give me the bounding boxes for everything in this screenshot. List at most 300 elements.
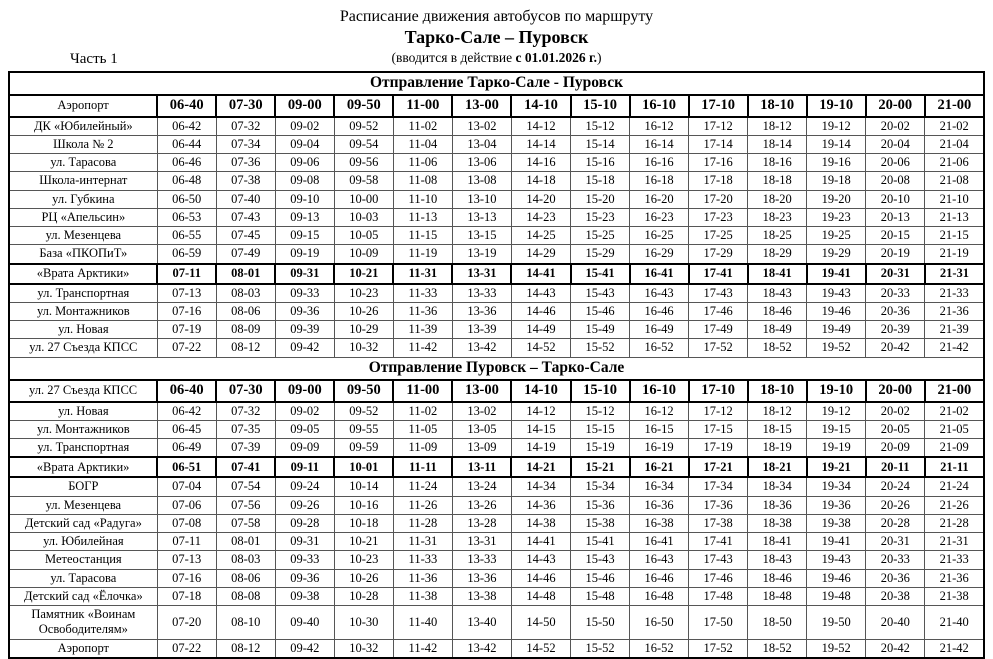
time-cell: 20-40 [866, 606, 925, 640]
time-cell: 21-31 [925, 264, 984, 284]
table-row [9, 551, 984, 569]
time-cell: 13-06 [452, 154, 511, 172]
time-cell: 08-08 [216, 587, 275, 605]
time-cell: 17-19 [689, 439, 748, 458]
time-cell: 17-14 [689, 135, 748, 153]
time-cell: 19-46 [807, 569, 866, 587]
route-title: Тарко-Сале – Пуровск [404, 27, 589, 48]
time-cell: 14-34 [511, 477, 570, 496]
time-cell: 17-23 [689, 208, 748, 226]
time-cell: 11-11 [393, 457, 452, 477]
time-cell: 14-50 [511, 606, 570, 640]
stop-name-cell: ДК «Юбилейный» [9, 117, 157, 136]
time-cell: 10-23 [334, 551, 393, 569]
time-cell: 11-42 [393, 639, 452, 658]
time-cell: 07-36 [216, 154, 275, 172]
time-cell: 09-02 [275, 402, 334, 421]
time-cell: 09-00 [275, 380, 334, 402]
time-cell: 15-50 [571, 606, 630, 640]
effective-suffix: ) [596, 49, 602, 65]
time-cell: 17-46 [689, 569, 748, 587]
time-cell: 21-00 [925, 95, 984, 117]
time-cell: 07-16 [157, 569, 216, 587]
table-row [9, 533, 984, 551]
time-cell: 09-33 [275, 551, 334, 569]
time-cell: 09-05 [275, 420, 334, 438]
time-cell: 15-14 [571, 135, 630, 153]
time-cell: 15-29 [571, 245, 630, 264]
time-cell: 19-12 [807, 402, 866, 421]
time-cell: 07-32 [216, 402, 275, 421]
time-cell: 07-11 [157, 533, 216, 551]
time-cell: 19-21 [807, 457, 866, 477]
time-cell: 15-36 [571, 496, 630, 514]
time-cell: 15-10 [571, 380, 630, 402]
time-cell: 19-25 [807, 227, 866, 245]
time-cell: 19-43 [807, 551, 866, 569]
time-cell: 06-53 [157, 208, 216, 226]
time-cell: 10-26 [334, 569, 393, 587]
time-cell: 21-04 [925, 135, 984, 153]
table-row [9, 420, 984, 438]
time-cell: 11-24 [393, 477, 452, 496]
time-cell: 18-16 [748, 154, 807, 172]
effective-date-note [392, 50, 602, 65]
time-cell: 15-43 [571, 551, 630, 569]
time-cell: 21-38 [925, 587, 984, 605]
time-cell: 14-52 [511, 639, 570, 658]
time-cell: 21-36 [925, 569, 984, 587]
effective-prefix: (вводится в действие [391, 49, 516, 65]
time-cell: 10-09 [334, 245, 393, 264]
time-cell: 08-06 [216, 302, 275, 320]
time-cell: 17-43 [689, 551, 748, 569]
time-cell: 21-08 [925, 172, 984, 190]
stop-name-cell: Детский сад «Ёлочка» [9, 587, 157, 605]
time-cell: 20-13 [866, 208, 925, 226]
time-cell: 15-52 [571, 339, 630, 357]
time-cell: 16-52 [630, 339, 689, 357]
time-cell: 09-54 [334, 135, 393, 153]
time-cell: 11-31 [393, 533, 452, 551]
time-cell: 11-31 [393, 264, 452, 284]
time-cell: 10-26 [334, 302, 393, 320]
time-cell: 21-09 [925, 439, 984, 458]
time-cell: 18-52 [748, 339, 807, 357]
table-row [9, 457, 984, 477]
time-cell: 11-15 [393, 227, 452, 245]
time-cell: 10-28 [334, 587, 393, 605]
part-label: Часть 1 [70, 50, 118, 67]
time-cell: 18-19 [748, 439, 807, 458]
time-cell: 13-11 [452, 457, 511, 477]
time-cell: 13-15 [452, 227, 511, 245]
time-cell: 16-14 [630, 135, 689, 153]
time-cell: 15-12 [571, 402, 630, 421]
time-cell: 13-31 [452, 264, 511, 284]
time-cell: 16-43 [630, 284, 689, 303]
time-cell: 20-09 [866, 439, 925, 458]
table-row [9, 606, 984, 640]
stop-name-cell: ул. Монтажников [9, 420, 157, 438]
time-cell: 08-03 [216, 551, 275, 569]
table-row [9, 208, 984, 226]
time-cell: 20-26 [866, 496, 925, 514]
time-cell: 09-50 [334, 380, 393, 402]
time-cell: 07-58 [216, 514, 275, 532]
time-cell: 09-31 [275, 533, 334, 551]
time-cell: 15-52 [571, 639, 630, 658]
time-cell: 16-15 [630, 420, 689, 438]
time-cell: 14-41 [511, 264, 570, 284]
time-cell: 07-34 [216, 135, 275, 153]
time-cell: 18-38 [748, 514, 807, 532]
time-cell: 15-20 [571, 190, 630, 208]
time-cell: 06-48 [157, 172, 216, 190]
time-cell: 07-45 [216, 227, 275, 245]
time-cell: 11-08 [393, 172, 452, 190]
time-cell: 16-10 [630, 380, 689, 402]
time-cell: 18-18 [748, 172, 807, 190]
time-cell: 20-42 [866, 339, 925, 357]
time-cell: 15-10 [571, 95, 630, 117]
time-cell: 14-15 [511, 420, 570, 438]
time-cell: 11-33 [393, 284, 452, 303]
time-cell: 19-52 [807, 339, 866, 357]
time-cell: 21-02 [925, 117, 984, 136]
table-row [9, 439, 984, 458]
time-cell: 14-21 [511, 457, 570, 477]
time-cell: 17-18 [689, 172, 748, 190]
time-cell: 10-03 [334, 208, 393, 226]
time-cell: 17-41 [689, 533, 748, 551]
time-cell: 16-23 [630, 208, 689, 226]
time-cell: 14-41 [511, 533, 570, 551]
table-row [9, 135, 984, 153]
time-cell: 15-16 [571, 154, 630, 172]
time-cell: 07-20 [157, 606, 216, 640]
table-row [9, 639, 984, 658]
time-cell: 13-09 [452, 439, 511, 458]
time-cell: 13-26 [452, 496, 511, 514]
time-cell: 15-49 [571, 321, 630, 339]
time-cell: 06-42 [157, 117, 216, 136]
time-cell: 08-09 [216, 321, 275, 339]
time-cell: 13-04 [452, 135, 511, 153]
time-cell: 20-33 [866, 284, 925, 303]
time-cell: 09-50 [334, 95, 393, 117]
time-cell: 13-02 [452, 117, 511, 136]
table-row [9, 284, 984, 303]
stop-name-cell: ул. Юбилейная [9, 533, 157, 551]
time-cell: 18-48 [748, 587, 807, 605]
time-cell: 13-36 [452, 302, 511, 320]
time-cell: 18-15 [748, 420, 807, 438]
time-cell: 21-39 [925, 321, 984, 339]
time-cell: 11-39 [393, 321, 452, 339]
stop-name-cell: Метеостанция [9, 551, 157, 569]
time-cell: 18-25 [748, 227, 807, 245]
time-cell: 18-41 [748, 533, 807, 551]
time-cell: 13-40 [452, 606, 511, 640]
time-cell: 11-09 [393, 439, 452, 458]
time-cell: 11-36 [393, 569, 452, 587]
time-cell: 16-41 [630, 264, 689, 284]
time-cell: 11-06 [393, 154, 452, 172]
time-cell: 17-12 [689, 117, 748, 136]
time-cell: 17-48 [689, 587, 748, 605]
time-cell: 11-10 [393, 190, 452, 208]
stop-name-cell: «Врата Арктики» [9, 457, 157, 477]
stop-name-cell: ул. Мезенцева [9, 496, 157, 514]
time-cell: 07-22 [157, 639, 216, 658]
time-cell: 09-58 [334, 172, 393, 190]
stop-name-cell: Школа № 2 [9, 135, 157, 153]
time-cell: 07-11 [157, 264, 216, 284]
time-cell: 18-43 [748, 284, 807, 303]
time-cell: 10-14 [334, 477, 393, 496]
time-cell: 14-12 [511, 402, 570, 421]
time-cell: 15-23 [571, 208, 630, 226]
time-cell: 20-10 [866, 190, 925, 208]
time-cell: 19-34 [807, 477, 866, 496]
time-cell: 14-46 [511, 302, 570, 320]
time-cell: 18-10 [748, 95, 807, 117]
time-cell: 14-23 [511, 208, 570, 226]
time-cell: 08-01 [216, 264, 275, 284]
time-cell: 15-41 [571, 264, 630, 284]
time-cell: 16-21 [630, 457, 689, 477]
time-cell: 18-50 [748, 606, 807, 640]
time-cell: 18-12 [748, 402, 807, 421]
time-cell: 14-25 [511, 227, 570, 245]
time-cell: 10-16 [334, 496, 393, 514]
time-cell: 18-41 [748, 264, 807, 284]
time-cell: 16-50 [630, 606, 689, 640]
time-cell: 09-39 [275, 321, 334, 339]
time-cell: 09-55 [334, 420, 393, 438]
time-cell: 20-08 [866, 172, 925, 190]
time-cell: 07-13 [157, 284, 216, 303]
table-row [9, 321, 984, 339]
time-cell: 06-55 [157, 227, 216, 245]
time-cell: 13-42 [452, 339, 511, 357]
time-cell: 21-40 [925, 606, 984, 640]
stop-name-cell: ул. Тарасова [9, 569, 157, 587]
time-cell: 07-38 [216, 172, 275, 190]
time-cell: 16-19 [630, 439, 689, 458]
table-row [9, 190, 984, 208]
time-cell: 20-04 [866, 135, 925, 153]
time-cell: 14-20 [511, 190, 570, 208]
time-cell: 21-00 [925, 380, 984, 402]
time-cell: 20-33 [866, 551, 925, 569]
time-cell: 06-46 [157, 154, 216, 172]
time-cell: 17-10 [689, 95, 748, 117]
time-cell: 16-18 [630, 172, 689, 190]
time-cell: 07-56 [216, 496, 275, 514]
time-cell: 13-42 [452, 639, 511, 658]
time-cell: 15-25 [571, 227, 630, 245]
time-cell: 09-36 [275, 302, 334, 320]
time-cell: 21-05 [925, 420, 984, 438]
time-cell: 11-26 [393, 496, 452, 514]
table-row [9, 496, 984, 514]
time-cell: 09-19 [275, 245, 334, 264]
time-cell: 18-10 [748, 380, 807, 402]
time-cell: 06-59 [157, 245, 216, 264]
stop-name-cell: ул. Губкина [9, 190, 157, 208]
time-cell: 15-46 [571, 302, 630, 320]
section-title: Отправление Тарко-Сале - Пуровск [9, 72, 984, 95]
time-cell: 13-10 [452, 190, 511, 208]
stop-name-cell: ул. Тарасова [9, 154, 157, 172]
time-cell: 17-21 [689, 457, 748, 477]
stop-name-cell: База «ПКОПиТ» [9, 245, 157, 264]
time-cell: 16-12 [630, 402, 689, 421]
time-cell: 19-43 [807, 284, 866, 303]
time-cell: 18-46 [748, 569, 807, 587]
time-cell: 17-49 [689, 321, 748, 339]
time-cell: 09-13 [275, 208, 334, 226]
time-cell: 15-12 [571, 117, 630, 136]
time-cell: 20-05 [866, 420, 925, 438]
time-cell: 20-36 [866, 302, 925, 320]
time-cell: 07-49 [216, 245, 275, 264]
stop-name-cell: ул. Мезенцева [9, 227, 157, 245]
time-cell: 07-43 [216, 208, 275, 226]
time-cell: 21-06 [925, 154, 984, 172]
time-cell: 18-29 [748, 245, 807, 264]
time-cell: 11-28 [393, 514, 452, 532]
time-cell: 07-08 [157, 514, 216, 532]
time-cell: 10-01 [334, 457, 393, 477]
section-header-row [9, 72, 984, 95]
stop-name-cell: ул. 27 Съезда КПСС [9, 380, 157, 402]
time-cell: 17-29 [689, 245, 748, 264]
time-cell: 09-26 [275, 496, 334, 514]
time-cell: 13-13 [452, 208, 511, 226]
time-cell: 09-06 [275, 154, 334, 172]
time-cell: 17-15 [689, 420, 748, 438]
time-cell: 15-41 [571, 533, 630, 551]
time-cell: 11-36 [393, 302, 452, 320]
time-cell: 11-33 [393, 551, 452, 569]
time-cell: 20-28 [866, 514, 925, 532]
table-row [9, 245, 984, 264]
time-cell: 06-51 [157, 457, 216, 477]
time-cell: 20-15 [866, 227, 925, 245]
time-cell: 17-36 [689, 496, 748, 514]
time-cell: 11-38 [393, 587, 452, 605]
time-cell: 18-14 [748, 135, 807, 153]
time-cell: 19-49 [807, 321, 866, 339]
time-cell: 11-00 [393, 380, 452, 402]
time-cell: 14-43 [511, 551, 570, 569]
table-row [9, 380, 984, 402]
time-cell: 14-10 [511, 95, 570, 117]
time-cell: 21-36 [925, 302, 984, 320]
time-cell: 09-11 [275, 457, 334, 477]
time-cell: 07-41 [216, 457, 275, 477]
time-cell: 07-35 [216, 420, 275, 438]
time-cell: 10-23 [334, 284, 393, 303]
time-cell: 19-23 [807, 208, 866, 226]
time-cell: 21-02 [925, 402, 984, 421]
time-cell: 07-13 [157, 551, 216, 569]
time-cell: 13-08 [452, 172, 511, 190]
time-cell: 14-10 [511, 380, 570, 402]
time-cell: 09-56 [334, 154, 393, 172]
section-title: Отправление Пуровск – Тарко-Сале [9, 357, 984, 379]
time-cell: 08-06 [216, 569, 275, 587]
time-cell: 20-31 [866, 533, 925, 551]
time-cell: 21-42 [925, 639, 984, 658]
time-cell: 13-33 [452, 551, 511, 569]
time-cell: 16-36 [630, 496, 689, 514]
time-cell: 20-36 [866, 569, 925, 587]
schedule-table [8, 71, 985, 659]
effective-date: с 01.01.2026 г. [515, 49, 597, 65]
time-cell: 07-40 [216, 190, 275, 208]
time-cell: 18-43 [748, 551, 807, 569]
time-cell: 13-31 [452, 533, 511, 551]
time-cell: 21-11 [925, 457, 984, 477]
time-cell: 09-33 [275, 284, 334, 303]
time-cell: 14-48 [511, 587, 570, 605]
time-cell: 17-34 [689, 477, 748, 496]
time-cell: 11-00 [393, 95, 452, 117]
time-cell: 09-31 [275, 264, 334, 284]
time-cell: 17-52 [689, 339, 748, 357]
time-cell: 21-13 [925, 208, 984, 226]
time-cell: 08-12 [216, 639, 275, 658]
table-row [9, 587, 984, 605]
time-cell: 16-29 [630, 245, 689, 264]
time-cell: 07-30 [216, 380, 275, 402]
time-cell: 21-19 [925, 245, 984, 264]
table-row [9, 95, 984, 117]
time-cell: 10-21 [334, 264, 393, 284]
time-cell: 16-16 [630, 154, 689, 172]
time-cell: 17-46 [689, 302, 748, 320]
time-cell: 16-43 [630, 551, 689, 569]
time-cell: 19-46 [807, 302, 866, 320]
time-cell: 17-52 [689, 639, 748, 658]
time-cell: 19-36 [807, 496, 866, 514]
table-row [9, 339, 984, 357]
table-row [9, 514, 984, 532]
time-cell: 19-14 [807, 135, 866, 153]
time-cell: 11-02 [393, 402, 452, 421]
time-cell: 11-04 [393, 135, 452, 153]
time-cell: 07-04 [157, 477, 216, 496]
time-cell: 16-20 [630, 190, 689, 208]
time-cell: 19-41 [807, 533, 866, 551]
time-cell: 10-00 [334, 190, 393, 208]
table-row [9, 264, 984, 284]
stop-name-cell: Аэропорт [9, 639, 157, 658]
time-cell: 06-44 [157, 135, 216, 153]
time-cell: 19-15 [807, 420, 866, 438]
time-cell: 07-32 [216, 117, 275, 136]
time-cell: 20-24 [866, 477, 925, 496]
time-cell: 21-26 [925, 496, 984, 514]
time-cell: 14-18 [511, 172, 570, 190]
time-cell: 14-14 [511, 135, 570, 153]
time-cell: 20-42 [866, 639, 925, 658]
time-cell: 19-29 [807, 245, 866, 264]
